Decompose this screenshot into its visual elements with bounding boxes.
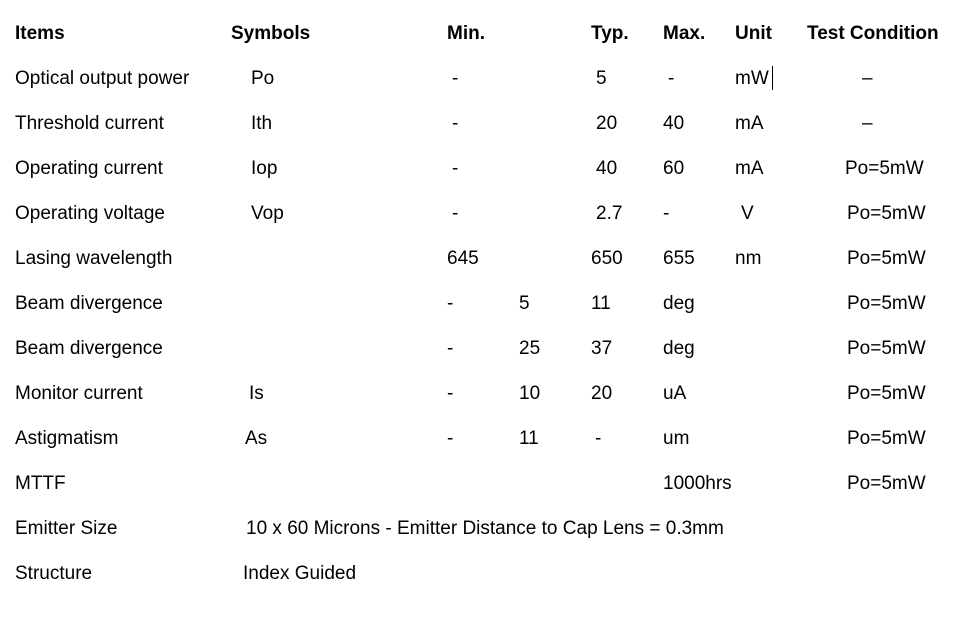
row-unit: um [663,428,690,449]
row-item-label: Beam divergence [15,293,163,314]
header-symbols: Symbols [231,23,311,44]
row-min: - [447,428,454,449]
row-test-condition: Po=5mW [847,338,926,359]
row-max: 11 [591,293,611,314]
row-typ: 2.7 [596,203,623,224]
row-test-condition: – [862,68,873,89]
row-max: 60 [663,158,685,179]
row-unit: uA [663,383,687,404]
row-test-condition: Po=5mW [847,428,926,449]
row-description: Index Guided [243,563,357,584]
row-typ: 5 [519,293,530,314]
row-item-label: Lasing wavelength [15,248,173,269]
row-typ: 650 [591,248,623,269]
row-max: - [663,203,670,224]
row-item-label: Monitor current [15,383,143,404]
header-typ: Typ. [591,23,629,44]
row-typ: 25 [519,338,541,359]
row-min: 645 [447,248,479,269]
row-typ: 5 [596,68,607,89]
row-test-condition: Po=5mW [847,473,926,494]
row-typ: 40 [596,158,618,179]
header-items: Items [15,23,65,44]
row-symbol: Po [251,68,275,89]
row-unit: deg [663,293,695,314]
row-description: 10 x 60 Microns - Emitter Distance to Cap Lens = 0.3mm [246,518,724,539]
text-cursor [772,66,773,90]
row-item-label: Beam divergence [15,338,163,359]
row-item-label: MTTF [15,473,66,494]
row-item-label: Operating current [15,158,163,179]
row-min: - [452,203,459,224]
row-min: - [447,293,454,314]
row-typ: 10 [519,383,541,404]
row-symbol: Vop [251,203,284,224]
row-item-label: Optical output power [15,68,190,89]
row-symbol: Iop [251,158,278,179]
row-max: - [668,68,675,89]
row-unit: nm [735,248,762,269]
row-test-condition: Po=5mW [847,383,926,404]
row-unit: mW [735,68,769,89]
header-unit: Unit [735,23,772,44]
row-min: - [452,113,459,134]
row-max: 1000hrs [663,473,732,494]
row-unit: mA [735,113,764,134]
header-max: Max. [663,23,706,44]
row-min: - [452,158,459,179]
row-symbol: Ith [251,113,273,134]
row-test-condition: Po=5mW [847,203,926,224]
row-typ: 11 [519,428,539,449]
row-max: 37 [591,338,613,359]
row-max: 20 [591,383,613,404]
row-test-condition: Po=5mW [847,293,926,314]
row-item-label: Threshold current [15,113,164,134]
row-min: - [447,338,454,359]
row-symbol: As [245,428,268,449]
row-typ: 20 [596,113,618,134]
row-unit: V [741,203,754,224]
row-unit: deg [663,338,695,359]
row-min: - [447,383,454,404]
row-item-label: Operating voltage [15,203,165,224]
row-item-label: Emitter Size [15,518,118,539]
row-test-condition: Po=5mW [845,158,924,179]
row-unit: mA [735,158,764,179]
row-max: 655 [663,248,695,269]
row-item-label: Structure [15,563,93,584]
header-min: Min. [447,23,485,44]
row-symbol: Is [249,383,264,404]
row-test-condition: – [862,113,873,134]
row-test-condition: Po=5mW [847,248,926,269]
row-item-label: Astigmatism [15,428,119,449]
header-test-condition: Test Condition [807,23,939,44]
row-min: - [452,68,459,89]
row-max: - [595,428,602,449]
row-max: 40 [663,113,685,134]
